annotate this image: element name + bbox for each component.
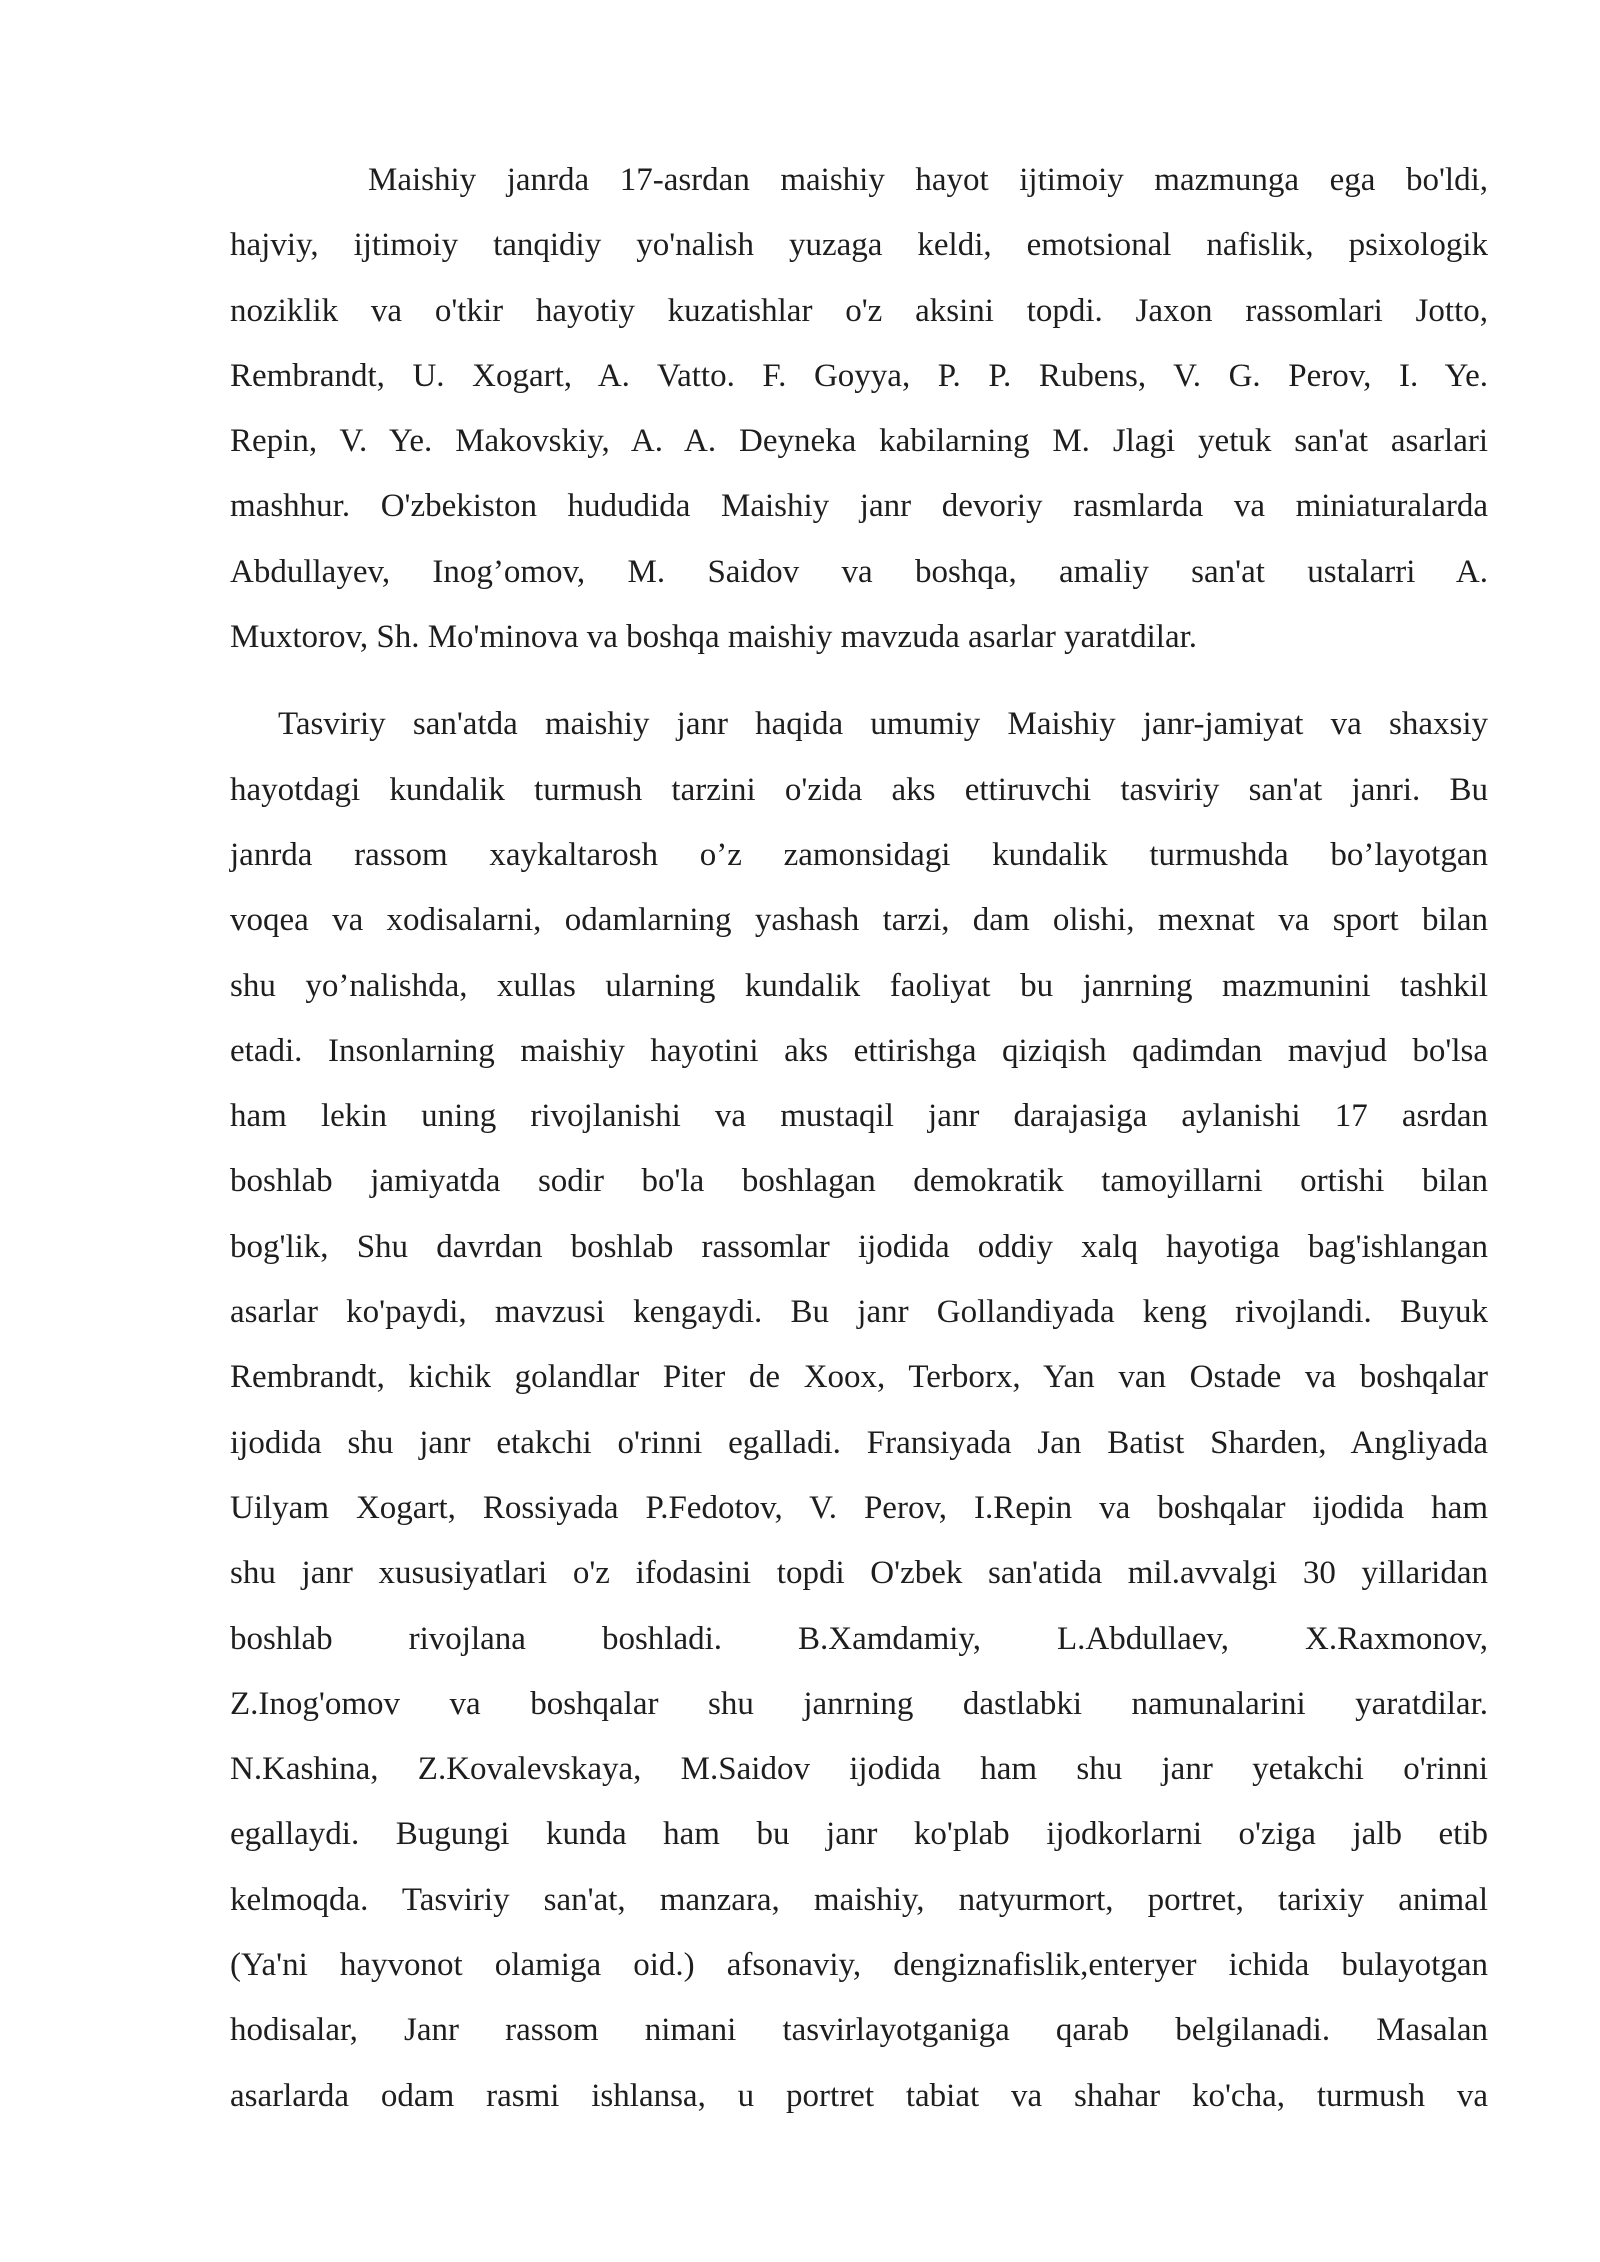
text-line: asarlarda odam rasmi ishlansa, u portret tabiat va shahar ko'cha, turmush va xyxy=(230,2077,1488,2114)
text-line: (Ya'ni hayvonot olamiga oid.) afsonaviy, dengiznafislik,enteryer ichida bulayotgan xyxy=(230,1947,1488,1984)
document-page xyxy=(230,148,1488,2129)
text-line: Repin, V. Ye. Makovskiy, A. A. Deyneka kabilarning M. Jlagi yetuk san'at asarlari xyxy=(230,423,1488,460)
text-line: boshlab rivojlana boshladi. B.Xamdamiy, L.Abdullaev, X.Raxmonov, xyxy=(230,1620,1488,1657)
text-line: Abdullayev, Inog’omov, M. Saidov va boshqa, amaliy san'at ustalarri A. xyxy=(230,553,1488,590)
text-line: Rembrandt, kichik golandlar Piter de Xoox, Terborx, Yan van Ostade va boshqalar xyxy=(230,1359,1488,1396)
text-line: mashhur. O'zbekiston hududida Maishiy janr devoriy rasmlarda va miniaturalarda xyxy=(230,488,1488,525)
text-line: Rembrandt, U. Xogart, A. Vatto. F. Goyya, P. P. Rubens, V. G. Perov, I. Ye. xyxy=(230,357,1488,394)
paragraph-1 xyxy=(230,148,1488,670)
text-line: Maishiy janrda 17-asrdan maishiy hayot ijtimoiy mazmunga ega bo'ldi, xyxy=(368,162,1488,198)
text-line: noziklik va o'tkir hayotiy kuzatishlar o'z aksini topdi. Jaxon rassomlari Jotto, xyxy=(230,292,1488,329)
text-line: ijodida shu janr etakchi o'rinni egalladi. Fransiyada Jan Batist Sharden, Angliyada xyxy=(230,1424,1488,1461)
text-line: hayotdagi kundalik turmush tarzini o'zida aks ettiruvchi tasviriy san'at janri. Bu xyxy=(230,771,1488,808)
text-line: kelmoqda. Tasviriy san'at, manzara, maishiy, natyurmort, portret, tarixiy animal xyxy=(230,1881,1488,1918)
text-line: shu janr xususiyatlari o'z ifodasini topdi O'zbek san'atida mil.avvalgi 30 yillaridan xyxy=(230,1555,1488,1592)
paragraph-2 xyxy=(230,692,1488,2129)
text-line: egallaydi. Bugungi kunda ham bu janr ko'plab ijodkorlarni o'ziga jalb etib xyxy=(230,1816,1488,1853)
text-line: ham lekin uning rivojlanishi va mustaqil janr darajasiga aylanishi 17 asrdan xyxy=(230,1098,1488,1135)
text-line: voqea va xodisalarni, odamlarning yashash tarzi, dam olishi, mexnat va sport bilan xyxy=(230,902,1488,939)
text-line: boshlab jamiyatda sodir bo'la boshlagan demokratik tamoyillarni ortishi bilan xyxy=(230,1163,1488,1200)
text-line: Muxtorov, Sh. Mo'minova va boshqa maishiy mavzuda asarlar yaratdilar. xyxy=(230,619,1198,656)
text-line: Uilyam Xogart, Rossiyada P.Fedotov, V. Perov, I.Repin va boshqalar ijodida ham xyxy=(230,1489,1488,1526)
text-line: shu yo’nalishda, xullas ularning kundalik faoliyat bu janrning mazmunini tashkil xyxy=(230,967,1488,1004)
text-line: bog'lik, Shu davrdan boshlab rassomlar ijodida oddiy xalq hayotiga bag'ishlangan xyxy=(230,1228,1488,1265)
text-line: N.Kashina, Z.Kovalevskaya, M.Saidov ijodida ham shu janr yetakchi o'rinni xyxy=(230,1751,1488,1788)
text-line: Tasviriy san'atda maishiy janr haqida umumiy Maishiy janr-jamiyat va shaxsiy xyxy=(278,706,1488,743)
text-line: etadi. Insonlarning maishiy hayotini aks ettirishga qiziqish qadimdan mavjud bo'lsa xyxy=(230,1032,1488,1069)
text-line: asarlar ko'paydi, mavzusi kengaydi. Bu janr Gollandiyada keng rivojlandi. Buyuk xyxy=(230,1294,1488,1331)
text-line: hajviy, ijtimoiy tanqidiy yo'nalish yuzaga keldi, emotsional nafislik, psixologik xyxy=(230,227,1488,264)
text-line: hodisalar, Janr rassom nimani tasvirlayotganiga qarab belgilanadi. Masalan xyxy=(230,2012,1488,2049)
text-line: Z.Inog'omov va boshqalar shu janrning dastlabki namunalarini yaratdilar. xyxy=(230,1685,1488,1722)
text-line: janrda rassom xaykaltarosh o’z zamonsidagi kundalik turmushda bo’layotgan xyxy=(230,836,1488,873)
